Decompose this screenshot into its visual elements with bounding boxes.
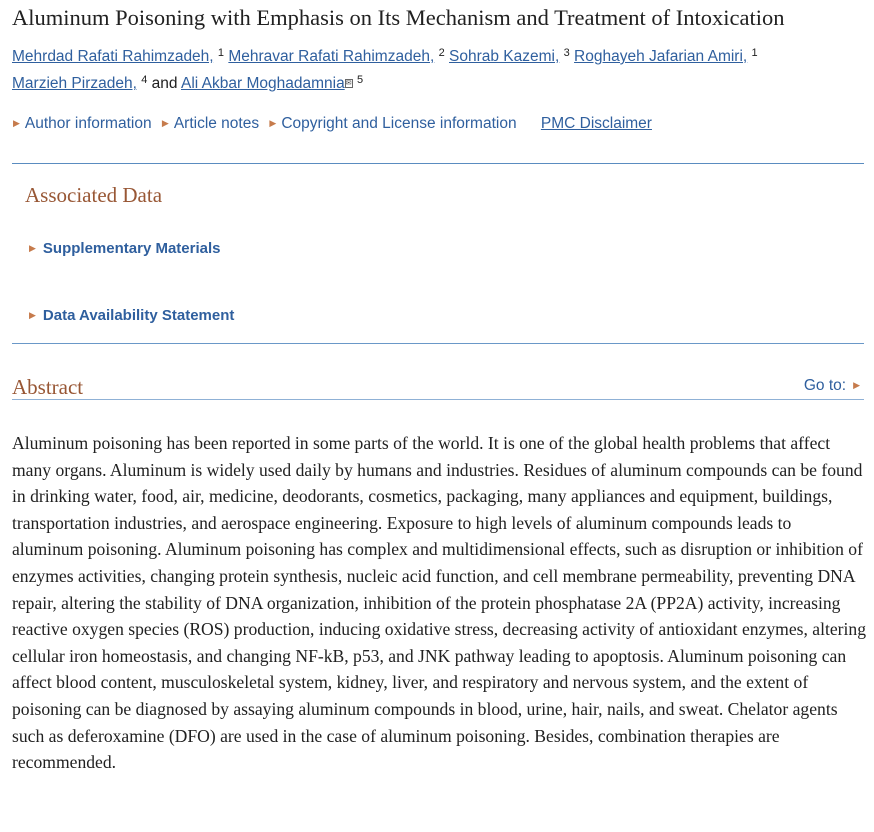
author-link-4[interactable]: Roghayeh Jafarian Amiri, [574, 48, 748, 65]
section-divider [12, 163, 864, 164]
goto-label: Go to: [803, 377, 847, 394]
author-link-5[interactable]: Marzieh Pirzadeh, [12, 75, 137, 92]
article-title: Aluminum Poisoning with Emphasis on Its Mechanism and Treatment of Intoxication [12, 5, 785, 30]
author-affil-6: 5 [357, 74, 364, 86]
triangle-right-icon: ▶ [269, 118, 277, 128]
triangle-right-icon: ▶ [161, 118, 169, 128]
associated-data-heading: Associated Data [25, 183, 163, 207]
author-affil-5: 4 [141, 74, 148, 86]
author-affil-4: 1 [751, 47, 758, 59]
supplementary-materials-label: Supplementary Materials [42, 240, 221, 257]
triangle-right-icon: ▶ [29, 310, 36, 320]
supplementary-materials-toggle[interactable] [29, 238, 220, 259]
abstract-heading: Abstract [12, 375, 84, 399]
triangle-right-icon: ▶ [853, 380, 860, 390]
article-meta-links [13, 113, 652, 134]
author-link-6[interactable]: Ali Akbar Moghadamnia [181, 75, 345, 92]
article-notes-toggle[interactable]: Article notes [173, 115, 260, 132]
author-link-2[interactable]: Mehravar Rafati Rahimzadeh, [228, 48, 435, 65]
author-list [12, 43, 862, 97]
copyright-license-toggle[interactable]: Copyright and License information [281, 115, 517, 132]
section-divider [12, 399, 864, 400]
author-affil-1: 1 [217, 47, 225, 59]
data-availability-toggle[interactable] [29, 305, 234, 326]
author-information-toggle[interactable]: Author information [24, 115, 152, 132]
abstract-body: Aluminum poisoning has been reported in some parts of the world. It is one of the global health problems that affect many organs. Aluminum is widely used daily by humans and industries. Residues of aluminum compounds can be found in drinking water, food, air, medicine, deodorants, cosmetics, packaging, many appliances and equipment, buildings, transportation industries, and aerospace engineering. Exposure to high levels of aluminum compounds leads to aluminum poisoning. Aluminum poisoning has complex and multidimensional effects, such as disruption or inhibition of enzymes activities, changing protein synthesis, nucleic acid function, and cell membrane permeability, preventing DNA repair, altering the stability of DNA organization, inhibition of the protein phosphatase 2A (PP2A) activity, increasing reactive oxygen species (ROS) production, inducing oxidative stress, decreasing activity of antioxidant enzymes, altering cellular iron homeostasis, and changing NF-kB, p53, and JNK pathway leading to apoptosis. Aluminum poisoning can affect blood content, musculoskeletal system, kidney, liver, and respiratory and nervous system, and the extent of poisoning can be diagnosed by assaying aluminum compounds in blood, urine, hair, nails, and sweat. Chelator agents such as deferoxamine (DFO) are used in the case of aluminum poisoning. Besides, combination therapies are recommended. [12, 433, 867, 773]
triangle-right-icon: ▶ [29, 243, 36, 253]
triangle-right-icon: ▶ [13, 118, 20, 128]
author-link-3[interactable]: Sohrab Kazemi, [449, 48, 560, 65]
data-availability-label: Data Availability Statement [42, 307, 235, 324]
goto-menu[interactable] [804, 375, 860, 396]
authors-and: and [151, 75, 178, 92]
author-affil-3: 3 [563, 47, 570, 59]
author-affil-2: 2 [438, 47, 445, 59]
envelope-icon[interactable]: ✉ [345, 80, 352, 87]
pmc-disclaimer-link[interactable]: PMC Disclaimer [540, 115, 652, 132]
section-divider [12, 343, 864, 344]
author-link-1[interactable]: Mehrdad Rafati Rahimzadeh, [12, 48, 214, 65]
